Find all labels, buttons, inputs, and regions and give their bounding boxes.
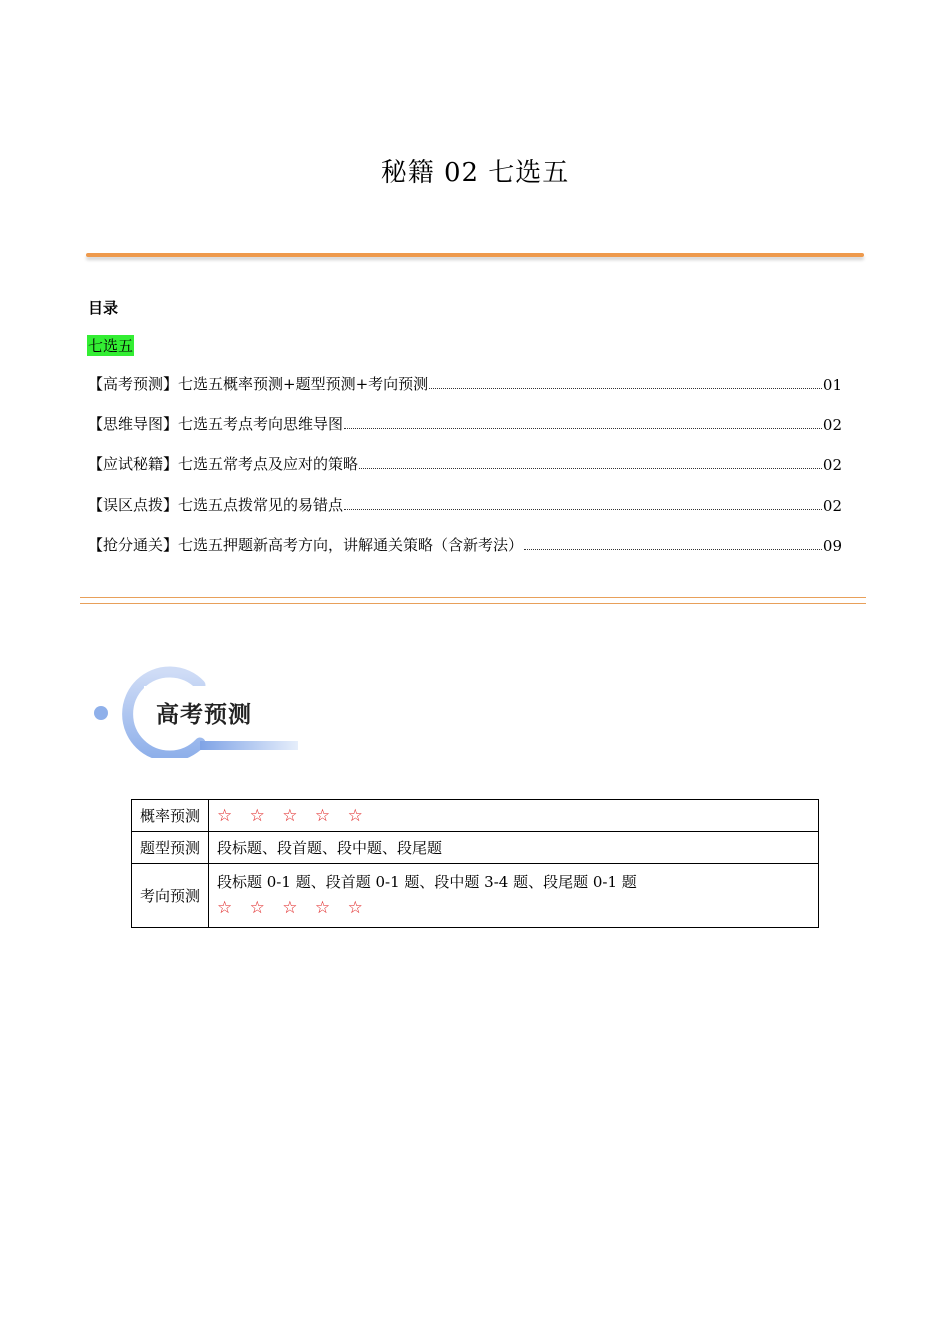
toc-item-page: 02 — [822, 416, 842, 434]
toc-heading: 目录 — [88, 299, 119, 317]
title-divider — [86, 253, 864, 257]
toc-item[interactable] — [88, 533, 842, 555]
toc-item-label: 【思维导图】七选五考点考向思维导图 — [88, 415, 344, 433]
toc-item-label: 【高考预测】七选五概率预测+题型预测+考向预测 — [88, 375, 429, 393]
prediction-table — [131, 799, 819, 928]
toc-end-divider — [80, 603, 866, 604]
table-value-cell: 段标题、段首题、段中题、段尾题 — [209, 832, 819, 864]
table-row — [132, 800, 819, 832]
table-row — [132, 832, 819, 864]
table-value-text: 段标题 0-1 题、段首题 0-1 题、段中题 3-4 题、段尾题 0-1 题 — [217, 873, 637, 891]
toc-leader-dots — [344, 508, 822, 510]
table-value-cell — [209, 864, 819, 928]
toc-item[interactable] — [88, 493, 842, 515]
toc-item-label: 【抢分通关】七选五押题新高考方向，讲解通关策略（含新考法） — [88, 536, 524, 554]
banner-dot-icon — [94, 706, 108, 720]
table-key-cell: 题型预测 — [132, 832, 209, 864]
star-rating: ☆ ☆ ☆ ☆ ☆ — [217, 898, 369, 918]
toc-item-page: 02 — [822, 456, 842, 474]
toc-item-label: 【应试秘籍】七选五常考点及应对的策略 — [88, 455, 359, 473]
toc-end-divider — [80, 597, 866, 598]
toc-leader-dots — [359, 467, 822, 469]
table-key-cell: 考向预测 — [132, 864, 209, 928]
toc-item-page: 09 — [822, 537, 842, 555]
toc-item-label: 【误区点拨】七选五点拨常见的易错点 — [88, 496, 344, 514]
toc-item-page: 01 — [822, 376, 842, 394]
toc-item[interactable] — [88, 372, 842, 394]
table-value-cell — [209, 800, 819, 832]
banner-underline-bar — [200, 741, 298, 750]
toc-leader-dots — [429, 387, 822, 389]
toc-item[interactable] — [88, 452, 842, 474]
toc-section-tag: 七选五 — [88, 337, 134, 355]
toc-leader-dots — [524, 548, 822, 550]
document-title: 秘籍 02 七选五 — [380, 158, 570, 188]
table-key-cell: 概率预测 — [132, 800, 209, 832]
section-title: 高考预测 — [156, 702, 252, 728]
toc-item[interactable] — [88, 412, 842, 434]
star-rating: ☆ ☆ ☆ ☆ ☆ — [217, 805, 369, 826]
table-row — [132, 864, 819, 928]
toc-item-page: 02 — [822, 497, 842, 515]
toc-leader-dots — [344, 427, 822, 429]
